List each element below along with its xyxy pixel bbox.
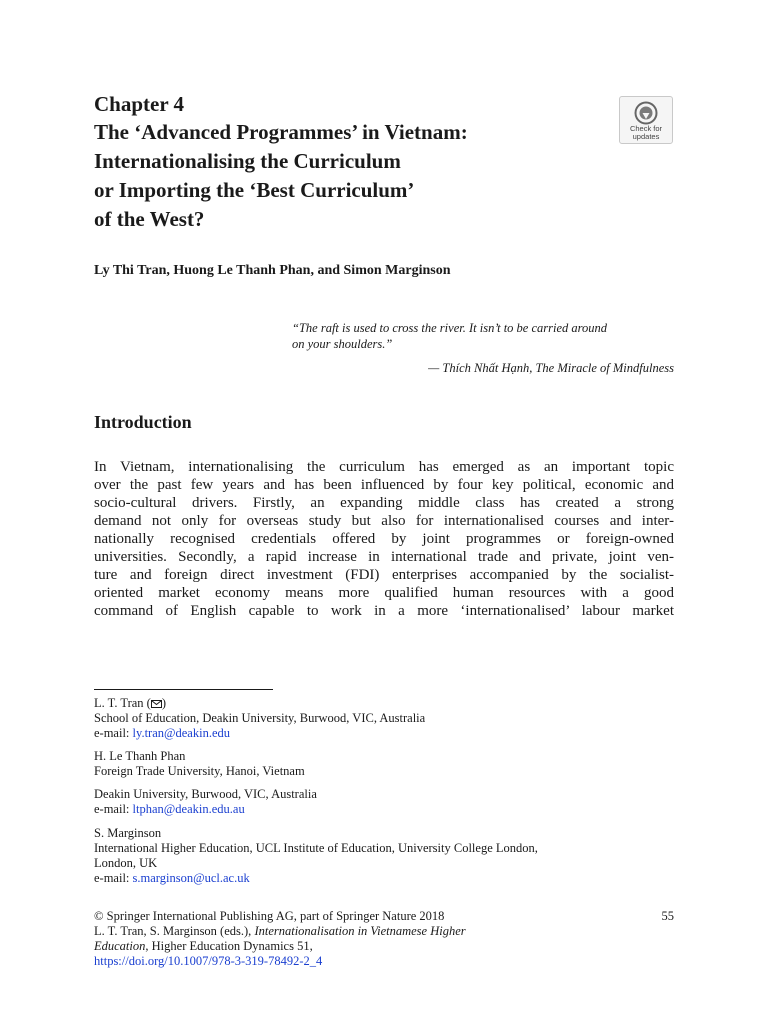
body-line: ture and foreign direct investment (FDI) enterprises accompanied by the socialist- <box>94 567 674 583</box>
chapter-title-line: or Importing the ‘Best Curriculum’ <box>94 178 415 202</box>
author-name-close: ) <box>161 696 167 710</box>
body-line: command of English capable to work in a more ‘internationalised’ labour market <box>94 603 674 619</box>
footnote-divider <box>94 689 273 690</box>
body-line: nationally recognised credentials offered by joint programmes or foreign-owned <box>94 531 674 547</box>
envelope-icon[interactable] <box>151 700 162 708</box>
author-institution: School of Education, Deakin University, Burwood, VIC, Australia <box>94 711 426 725</box>
epigraph-quote <box>292 320 674 352</box>
body-line: oriented market economy means more qualified human resources with a good <box>94 585 674 601</box>
author-name-line <box>94 696 674 711</box>
epigraph-quote-line: “The raft is used to cross the river. It isn’t to be carried around <box>292 321 608 335</box>
check-for-updates-label: Check for <box>629 124 663 133</box>
author-name: S. Marginson <box>94 826 162 840</box>
citation-line <box>94 939 674 954</box>
chapter-title-line: of the West? <box>94 207 205 231</box>
chapter-title-line: The ‘Advanced Programmes’ in Vietnam: <box>94 120 468 144</box>
epigraph-attribution: — Thích Nhất Hạnh, The Miracle of Mindfulness <box>428 361 674 375</box>
affiliation-phan <box>94 749 674 817</box>
book-title: Education <box>94 939 146 953</box>
author-institution: Deakin University, Burwood, VIC, Australia <box>94 787 317 801</box>
check-for-updates-icon <box>634 101 658 125</box>
chapter-label: Chapter 4 <box>94 92 185 116</box>
author-institution: London, UK <box>94 856 158 870</box>
author-institution: International Higher Education, UCL Institute of Education, University College London, <box>94 841 538 855</box>
email-link[interactable]: s.marginson@ucl.ac.uk <box>132 871 250 885</box>
doi-line <box>94 954 674 969</box>
body-line: demand not only for overseas study but also for internationalised courses and inter- <box>94 513 674 529</box>
email-label: e-mail: <box>94 802 133 816</box>
epigraph-quote-line: on your shoulders.” <box>292 337 393 351</box>
page-number: 55 <box>661 909 674 923</box>
doi-link[interactable]: https://doi.org/10.1007/978-3-319-78492-2_4 <box>94 954 323 968</box>
author-name: L. T. Tran ( <box>94 696 151 710</box>
body-paragraph <box>94 458 674 620</box>
email-link[interactable]: ltphan@deakin.edu.au <box>132 802 245 816</box>
body-line: universities. Secondly, a rapid increase in international trade and private, joint ven- <box>94 549 674 565</box>
author-institution: Foreign Trade University, Hanoi, Vietnam <box>94 764 305 778</box>
email-link[interactable]: ly.tran@deakin.edu <box>132 726 231 740</box>
citation-line <box>94 924 674 939</box>
email-label: e-mail: <box>94 871 133 885</box>
series-name: , Higher Education Dynamics 51, <box>145 939 313 953</box>
book-title: Internationalisation in Vietnamese Higher <box>254 924 466 938</box>
publication-footer <box>94 909 674 969</box>
author-email-line <box>94 871 674 886</box>
citation-editors: L. T. Tran, S. Marginson (eds.), <box>94 924 255 938</box>
affiliation-marginson <box>94 826 674 886</box>
epigraph <box>292 320 674 376</box>
chapter-title <box>94 118 614 234</box>
body-line: In Vietnam, internationalising the curriculum has emerged as an important topic <box>94 459 674 475</box>
body-line: socio-cultural drivers. Firstly, an expanding middle class has created a strong <box>94 495 674 511</box>
check-for-updates-label: updates <box>632 132 660 141</box>
author-list: Ly Thi Tran, Huong Le Thanh Phan, and Simon Marginson <box>94 263 451 278</box>
body-line: over the past few years and has been influenced by four key political, economic and <box>94 477 674 493</box>
check-for-updates-button[interactable] <box>619 96 673 144</box>
author-name: H. Le Thanh Phan <box>94 749 186 763</box>
section-heading: Introduction <box>94 412 192 432</box>
email-label: e-mail: <box>94 726 133 740</box>
affiliation-tran <box>94 696 674 741</box>
copyright-line: © Springer International Publishing AG, part of Springer Nature 2018 <box>94 909 445 923</box>
chapter-title-line: Internationalising the Curriculum <box>94 149 401 173</box>
author-email-line <box>94 802 674 817</box>
author-email-line <box>94 726 674 741</box>
